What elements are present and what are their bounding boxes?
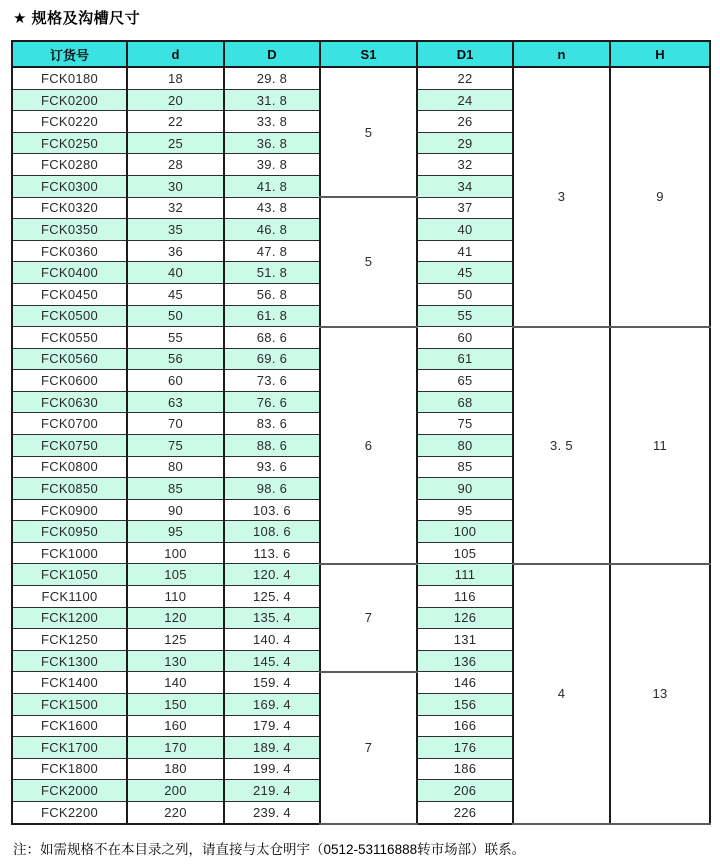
D-cell: 73. 6 <box>224 370 320 392</box>
D-cell: 159. 4 <box>224 672 320 694</box>
d-cell: 200 <box>127 780 224 802</box>
column-header-n: n <box>513 41 610 67</box>
table-header <box>12 41 710 67</box>
order-code-cell: FCK0360 <box>12 240 127 262</box>
d-cell: 60 <box>127 370 224 392</box>
d-cell: 90 <box>127 499 224 521</box>
D-cell: 31. 8 <box>224 89 320 111</box>
d1-cell: 146 <box>417 672 513 694</box>
d-cell: 160 <box>127 715 224 737</box>
D-cell: 41. 8 <box>224 176 320 198</box>
order-code-cell: FCK0200 <box>12 89 127 111</box>
order-code-cell: FCK0800 <box>12 456 127 478</box>
order-code-cell: FCK1100 <box>12 586 127 608</box>
D-cell: 125. 4 <box>224 586 320 608</box>
order-code-cell: FCK1300 <box>12 650 127 672</box>
d1-cell: 116 <box>417 586 513 608</box>
order-code-cell: FCK1250 <box>12 629 127 651</box>
h-merged-cell: 11 <box>610 327 710 564</box>
D-cell: 179. 4 <box>224 715 320 737</box>
d-cell: 75 <box>127 435 224 457</box>
column-header-S1: S1 <box>320 41 417 67</box>
d1-cell: 29 <box>417 132 513 154</box>
d-cell: 140 <box>127 672 224 694</box>
d1-cell: 24 <box>417 89 513 111</box>
d-cell: 110 <box>127 586 224 608</box>
d1-cell: 41 <box>417 240 513 262</box>
order-code-cell: FCK0900 <box>12 499 127 521</box>
order-code-cell: FCK1200 <box>12 607 127 629</box>
column-header-D1: D1 <box>417 41 513 67</box>
D-cell: 98. 6 <box>224 478 320 500</box>
table-body <box>12 67 710 824</box>
d1-cell: 45 <box>417 262 513 284</box>
D-cell: 51. 8 <box>224 262 320 284</box>
d1-cell: 156 <box>417 693 513 715</box>
d-cell: 63 <box>127 391 224 413</box>
d-cell: 28 <box>127 154 224 176</box>
order-code-cell: FCK0180 <box>12 67 127 89</box>
table-row <box>12 564 710 586</box>
d1-cell: 22 <box>417 67 513 89</box>
d-cell: 80 <box>127 456 224 478</box>
order-code-cell: FCK0450 <box>12 283 127 305</box>
order-code-cell: FCK0550 <box>12 327 127 349</box>
spec-table <box>11 40 711 825</box>
order-code-cell: FCK1500 <box>12 693 127 715</box>
column-header-D: D <box>224 41 320 67</box>
order-code-cell: FCK0950 <box>12 521 127 543</box>
s1-merged-cell: 7 <box>320 564 417 672</box>
d1-cell: 176 <box>417 737 513 759</box>
order-code-cell: FCK0280 <box>12 154 127 176</box>
d-cell: 120 <box>127 607 224 629</box>
D-cell: 68. 6 <box>224 327 320 349</box>
order-code-cell: FCK0700 <box>12 413 127 435</box>
D-cell: 108. 6 <box>224 521 320 543</box>
D-cell: 103. 6 <box>224 499 320 521</box>
d1-cell: 206 <box>417 780 513 802</box>
D-cell: 169. 4 <box>224 693 320 715</box>
D-cell: 29. 8 <box>224 67 320 89</box>
d-cell: 36 <box>127 240 224 262</box>
order-code-cell: FCK0630 <box>12 391 127 413</box>
D-cell: 199. 4 <box>224 758 320 780</box>
h-merged-cell: 9 <box>610 67 710 327</box>
d1-cell: 226 <box>417 801 513 824</box>
d-cell: 95 <box>127 521 224 543</box>
order-code-cell: FCK0600 <box>12 370 127 392</box>
d1-cell: 50 <box>417 283 513 305</box>
order-code-cell: FCK1700 <box>12 737 127 759</box>
D-cell: 140. 4 <box>224 629 320 651</box>
D-cell: 239. 4 <box>224 801 320 824</box>
D-cell: 43. 8 <box>224 197 320 219</box>
D-cell: 135. 4 <box>224 607 320 629</box>
D-cell: 36. 8 <box>224 132 320 154</box>
d1-cell: 100 <box>417 521 513 543</box>
D-cell: 145. 4 <box>224 650 320 672</box>
d1-cell: 131 <box>417 629 513 651</box>
d1-cell: 136 <box>417 650 513 672</box>
order-code-cell: FCK0250 <box>12 132 127 154</box>
d1-cell: 95 <box>417 499 513 521</box>
d-cell: 40 <box>127 262 224 284</box>
D-cell: 46. 8 <box>224 219 320 241</box>
d1-cell: 55 <box>417 305 513 327</box>
d1-cell: 34 <box>417 176 513 198</box>
d1-cell: 105 <box>417 542 513 564</box>
order-code-cell: FCK0220 <box>12 111 127 133</box>
d1-cell: 186 <box>417 758 513 780</box>
D-cell: 69. 6 <box>224 348 320 370</box>
s1-merged-cell: 7 <box>320 672 417 824</box>
d-cell: 150 <box>127 693 224 715</box>
d-cell: 85 <box>127 478 224 500</box>
d1-cell: 90 <box>417 478 513 500</box>
d1-cell: 60 <box>417 327 513 349</box>
table-row <box>12 327 710 349</box>
D-cell: 219. 4 <box>224 780 320 802</box>
d-cell: 125 <box>127 629 224 651</box>
d1-cell: 111 <box>417 564 513 586</box>
order-code-cell: FCK0320 <box>12 197 127 219</box>
D-cell: 56. 8 <box>224 283 320 305</box>
d-cell: 56 <box>127 348 224 370</box>
n-merged-cell: 4 <box>513 564 610 824</box>
d-cell: 20 <box>127 89 224 111</box>
column-header-code: 订货号 <box>12 41 127 67</box>
order-code-cell: FCK0850 <box>12 478 127 500</box>
D-cell: 47. 8 <box>224 240 320 262</box>
d1-cell: 68 <box>417 391 513 413</box>
s1-merged-cell: 6 <box>320 327 417 564</box>
D-cell: 83. 6 <box>224 413 320 435</box>
order-code-cell: FCK1800 <box>12 758 127 780</box>
d-cell: 25 <box>127 132 224 154</box>
h-merged-cell: 13 <box>610 564 710 824</box>
d-cell: 45 <box>127 283 224 305</box>
d-cell: 18 <box>127 67 224 89</box>
D-cell: 61. 8 <box>224 305 320 327</box>
header-row <box>12 41 710 67</box>
order-code-cell: FCK1000 <box>12 542 127 564</box>
footnote: 注：如需规格不在本目录之列，请直接与太仓明宇（0512-53116888转市场部）联系。 <box>13 842 526 857</box>
order-code-cell: FCK1400 <box>12 672 127 694</box>
d-cell: 55 <box>127 327 224 349</box>
d1-cell: 166 <box>417 715 513 737</box>
column-header-H: H <box>610 41 710 67</box>
D-cell: 120. 4 <box>224 564 320 586</box>
n-merged-cell: 3. 5 <box>513 327 610 564</box>
D-cell: 93. 6 <box>224 456 320 478</box>
order-code-cell: FCK2200 <box>12 801 127 824</box>
d-cell: 170 <box>127 737 224 759</box>
d-cell: 32 <box>127 197 224 219</box>
D-cell: 88. 6 <box>224 435 320 457</box>
table-row <box>12 67 710 89</box>
d-cell: 100 <box>127 542 224 564</box>
d1-cell: 26 <box>417 111 513 133</box>
order-code-cell: FCK0500 <box>12 305 127 327</box>
d-cell: 22 <box>127 111 224 133</box>
d-cell: 220 <box>127 801 224 824</box>
d1-cell: 75 <box>417 413 513 435</box>
D-cell: 33. 8 <box>224 111 320 133</box>
n-merged-cell: 3 <box>513 67 610 327</box>
d1-cell: 61 <box>417 348 513 370</box>
D-cell: 189. 4 <box>224 737 320 759</box>
column-header-d: d <box>127 41 224 67</box>
order-code-cell: FCK0300 <box>12 176 127 198</box>
D-cell: 76. 6 <box>224 391 320 413</box>
order-code-cell: FCK1600 <box>12 715 127 737</box>
D-cell: 113. 6 <box>224 542 320 564</box>
d-cell: 180 <box>127 758 224 780</box>
D-cell: 39. 8 <box>224 154 320 176</box>
d-cell: 70 <box>127 413 224 435</box>
order-code-cell: FCK0350 <box>12 219 127 241</box>
s1-merged-cell: 5 <box>320 67 417 197</box>
d1-cell: 37 <box>417 197 513 219</box>
d-cell: 105 <box>127 564 224 586</box>
d1-cell: 85 <box>417 456 513 478</box>
d-cell: 35 <box>127 219 224 241</box>
order-code-cell: FCK1050 <box>12 564 127 586</box>
d1-cell: 126 <box>417 607 513 629</box>
d1-cell: 32 <box>417 154 513 176</box>
page-title: ★ 规格及沟槽尺寸 <box>13 10 141 27</box>
d-cell: 30 <box>127 176 224 198</box>
s1-merged-cell: 5 <box>320 197 417 326</box>
order-code-cell: FCK0750 <box>12 435 127 457</box>
order-code-cell: FCK0400 <box>12 262 127 284</box>
order-code-cell: FCK0560 <box>12 348 127 370</box>
d1-cell: 65 <box>417 370 513 392</box>
d-cell: 50 <box>127 305 224 327</box>
d1-cell: 80 <box>417 435 513 457</box>
order-code-cell: FCK2000 <box>12 780 127 802</box>
d-cell: 130 <box>127 650 224 672</box>
d1-cell: 40 <box>417 219 513 241</box>
